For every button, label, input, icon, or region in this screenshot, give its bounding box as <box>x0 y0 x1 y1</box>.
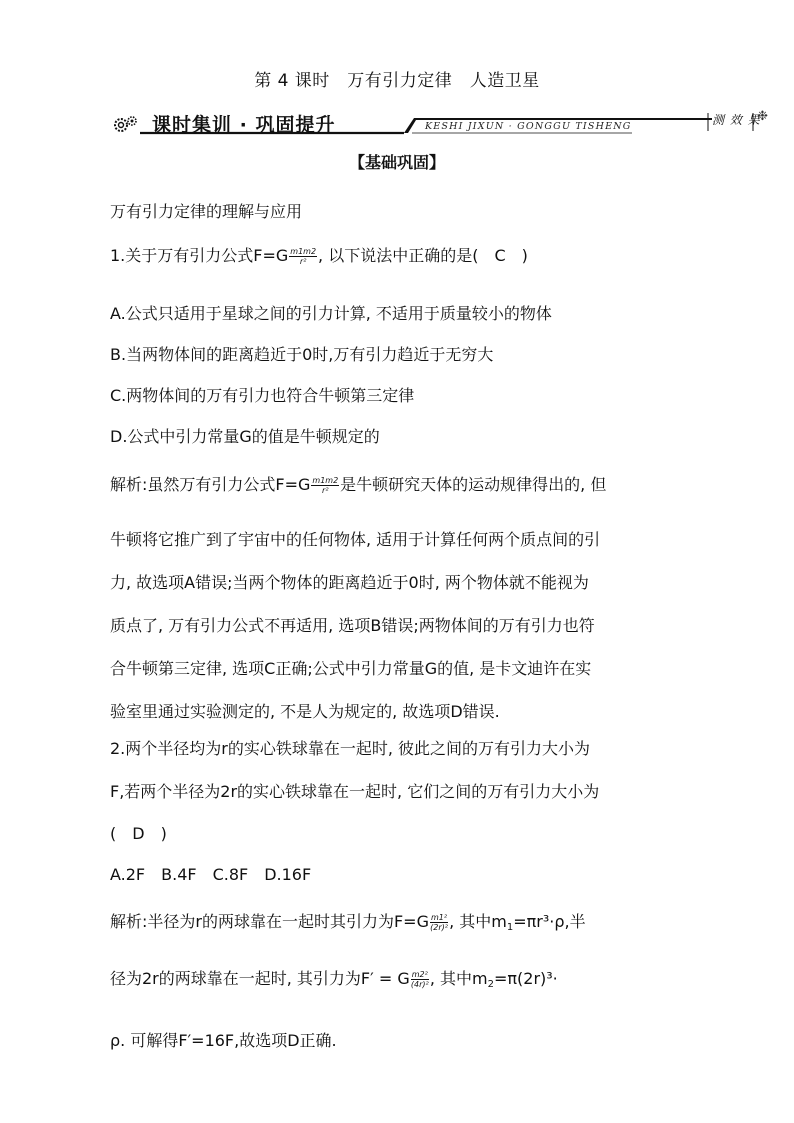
q1-analysis-line-6: 验室里通过实验测定的, 不是人为规定的, 故选项D错误. <box>110 702 500 721</box>
fraction-numerator: m1m2 <box>312 476 339 485</box>
q2-analysis-text-d: 径为2r的两球靠在一起时, 其引力为F′ = G <box>110 969 410 988</box>
fraction-denominator: r² <box>299 257 307 266</box>
q1-analysis-line-2: 牛顿将它推广到了宇宙中的任何物体, 适用于计算任何两个质点间的引 <box>110 530 601 549</box>
fraction-numerator: m2² <box>411 970 428 979</box>
q2-analysis-fraction-1 <box>430 913 448 932</box>
q2-analysis-line-2 <box>110 966 558 990</box>
q1-analysis-line-3: 力, 故选项A错误;当两个物体的距离趋近于0时, 两个物体就不能视为 <box>110 573 589 592</box>
fraction-denominator: (2r)² <box>430 923 448 932</box>
flower-icon: ❉ <box>757 109 768 124</box>
fraction-denominator: (4r)² <box>410 980 429 989</box>
q2-stem-line-1: 2.两个半径均为r的实心铁球靠在一起时, 彼此之间的万有引力大小为 <box>110 739 591 758</box>
q2-analysis-text-e: , 其中m <box>429 969 488 988</box>
banner-tag: 测 效 果 <box>712 113 761 127</box>
q1-option-a: A.公式只适用于星球之间的引力计算, 不适用于质量较小的物体 <box>110 304 552 323</box>
q1-formula-fraction <box>289 247 317 266</box>
q2-analysis-line-1 <box>110 909 586 933</box>
section-heading: 【基础巩固】 <box>348 153 445 172</box>
banner-title: 课时集训 · 巩固提升 <box>152 114 336 136</box>
fraction-numerator: m1² <box>430 913 448 922</box>
page-title: 第 4 课时 万有引力定律 人造卫星 <box>254 71 540 91</box>
gear-icon <box>112 113 140 135</box>
q2-answer: ( D ) <box>110 824 167 843</box>
q1-stem-text-a: 1.关于万有引力公式F=G <box>110 246 289 265</box>
fraction-denominator: r² <box>322 486 329 495</box>
q2-analysis-fraction-2 <box>411 970 429 989</box>
q1-analysis-fraction <box>311 476 339 495</box>
subscript: 2 <box>487 979 494 990</box>
q1-option-b: B.当两物体间的距离趋近于0时,万有引力趋近于无穷大 <box>110 345 494 364</box>
q1-option-c: C.两物体间的万有引力也符合牛顿第三定律 <box>110 386 415 405</box>
q2-options: A.2F B.4F C.8F D.16F <box>110 865 312 884</box>
q2-analysis-line-3: ρ. 可解得F′=16F,故选项D正确. <box>110 1031 337 1050</box>
q1-analysis-line-1 <box>110 472 606 495</box>
q1-stem-text-b: , 以下说法中正确的是( C ) <box>318 246 528 265</box>
q1-analysis-text-a: 解析:虽然万有引力公式F=G <box>110 475 311 494</box>
q1-option-d: D.公式中引力常量G的值是牛顿规定的 <box>110 427 380 446</box>
q1-analysis-line-4: 质点了, 万有引力公式不再适用, 选项B错误;两物体间的万有引力也符 <box>110 616 595 635</box>
topic-heading: 万有引力定律的理解与应用 <box>110 202 303 221</box>
q2-stem-line-2: F,若两个半径为2r的实心铁球靠在一起时, 它们之间的万有引力大小为 <box>110 782 600 801</box>
q1-stem <box>110 243 528 266</box>
q2-analysis-text-c: =πr³·ρ,半 <box>513 912 586 931</box>
q2-analysis-text-b: , 其中m <box>449 912 507 931</box>
q2-analysis-text-f: =π(2r)³· <box>493 969 558 988</box>
q1-analysis-text-b: 是牛顿研究天体的运动规律得出的, 但 <box>340 475 607 494</box>
q1-analysis-line-5: 合牛顿第三定律, 选项C正确;公式中引力常量G的值, 是卡文迪许在实 <box>110 659 592 678</box>
fraction-numerator: m1m2 <box>290 247 317 256</box>
banner-pinyin: KESHI JIXUN · GONGGU TISHENG <box>425 121 632 132</box>
q2-analysis-text-a: 解析:半径为r的两球靠在一起时其引力为F=G <box>110 912 429 931</box>
section-banner <box>112 107 794 139</box>
subscript: 1 <box>506 922 514 933</box>
